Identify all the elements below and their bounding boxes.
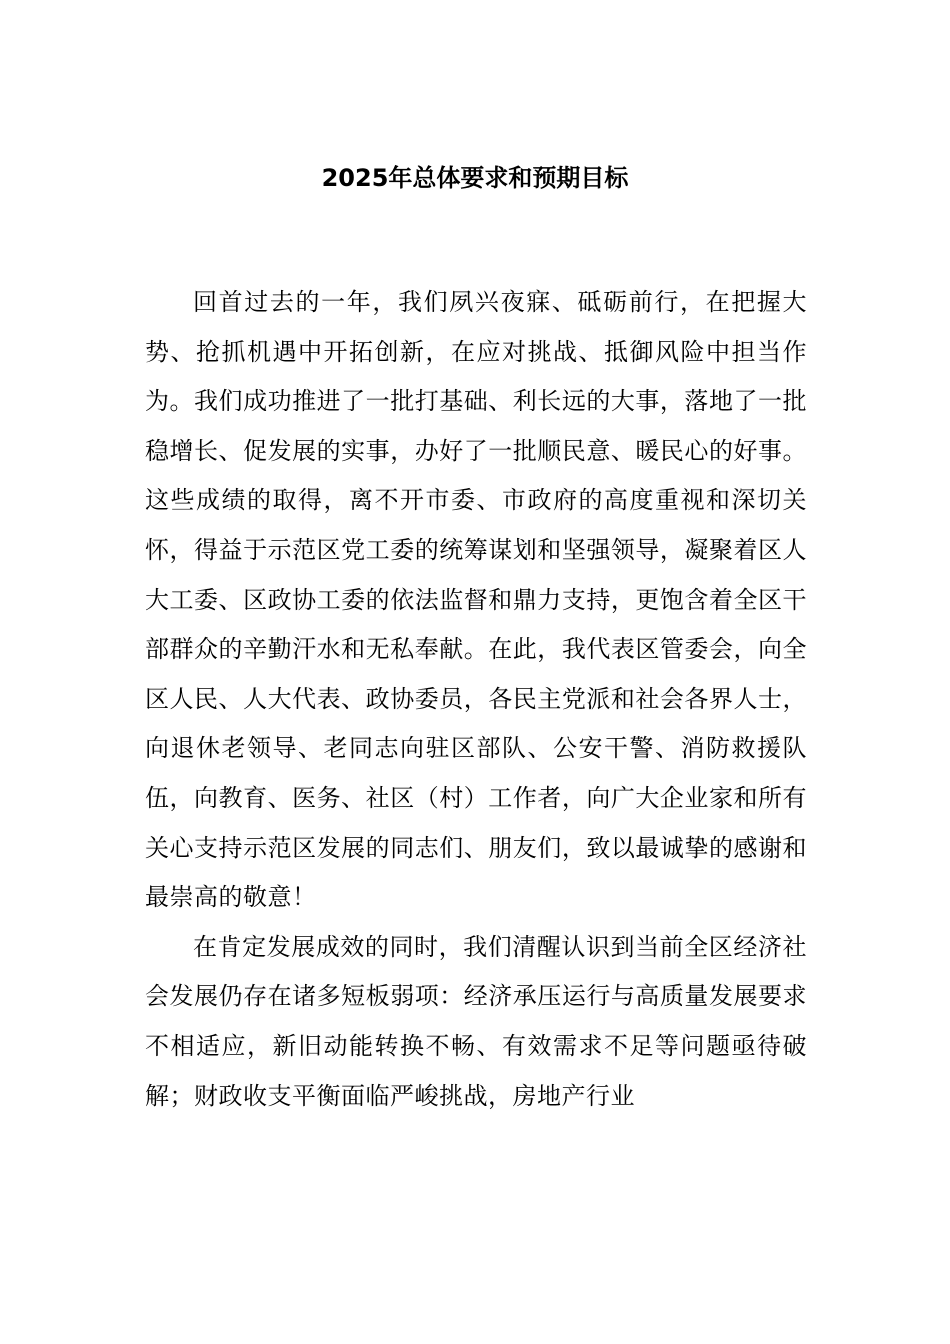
document-body (145, 278, 807, 1121)
paragraph-challenges: 在肯定发展成效的同时，我们清醒认识到当前全区经济社会发展仍存在诸多短板弱项：经济承压运行与高质量发展要求不相适应，新旧动能转换不畅、有效需求不足等问题亟待破解；财政收支平衡面临严峻挑战，房地产行业 (145, 932, 807, 1110)
paragraph-gratitude: 回首过去的一年，我们夙兴夜寐、砥砺前行，在把握大势、抢抓机遇中开拓创新，在应对挑战、抵御风险中担当作为。我们成功推进了一批打基础、利长远的大事，落地了一批稳增长、促发展的实事，办好了一批顺民意、暖民心的好事。这些成绩的取得，离不开市委、市政府的高度重视和深切关怀，得益于示范区党工委的统筹谋划和坚强领导，凝聚着区人大工委、区政协工委的依法监督和鼎力支持，更饱含着全区干部群众的辛勤汗水和无私奉献。在此，我代表区管委会，向全区人民、人大代表、政协委员，各民主党派和社会各界人士，向退休老领导、老同志向驻区部队、公安干警、消防救援队伍，向教育、医务、社区（村）工作者，向广大企业家和所有关心支持示范区发展的同志们、朋友们，致以最诚挚的感谢和最崇高的敬意！ (145, 288, 807, 912)
document-title: 2025年总体要求和预期目标 (321, 164, 629, 192)
